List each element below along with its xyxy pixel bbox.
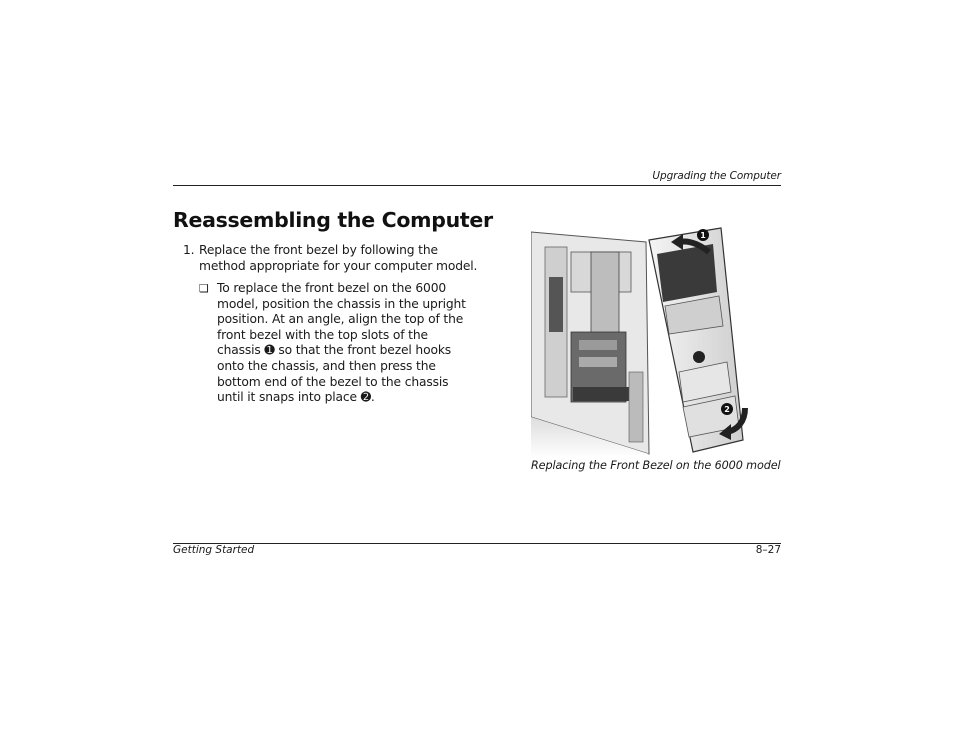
figure-caption: Replacing the Front Bezel on the 6000 model — [531, 459, 781, 472]
callout-1: 1 — [700, 231, 706, 240]
front-bezel-illustration — [531, 222, 757, 458]
header-rule — [173, 185, 781, 186]
bullet-text: To replace the front bezel on the 6000 model, position the chassis in the upright position. At an angle, align the top of the front bezel with the top slots of the chassis ➊ so that the front bezel hooks onto the chassis, and then press the bottom end of the bezel to the chassis until it snaps into place ➋. — [217, 281, 466, 405]
footer-rule — [173, 543, 781, 544]
step-number: 1. — [183, 243, 195, 257]
page-number: 8–27 — [755, 544, 781, 556]
running-header: Upgrading the Computer — [652, 170, 781, 182]
step-text: Replace the front bezel by following the method appropriate for your computer model. — [199, 243, 478, 273]
footer-book-title: Getting Started — [173, 544, 255, 556]
step-1 — [183, 243, 478, 274]
callout-2: 2 — [724, 405, 730, 414]
section-title: Reassembling the Computer — [173, 208, 493, 232]
checkbox-bullet-icon: ❑ — [199, 282, 209, 295]
bullet-item — [199, 281, 474, 406]
chassis-drawing — [531, 232, 649, 458]
front-bezel-drawing — [649, 228, 743, 452]
